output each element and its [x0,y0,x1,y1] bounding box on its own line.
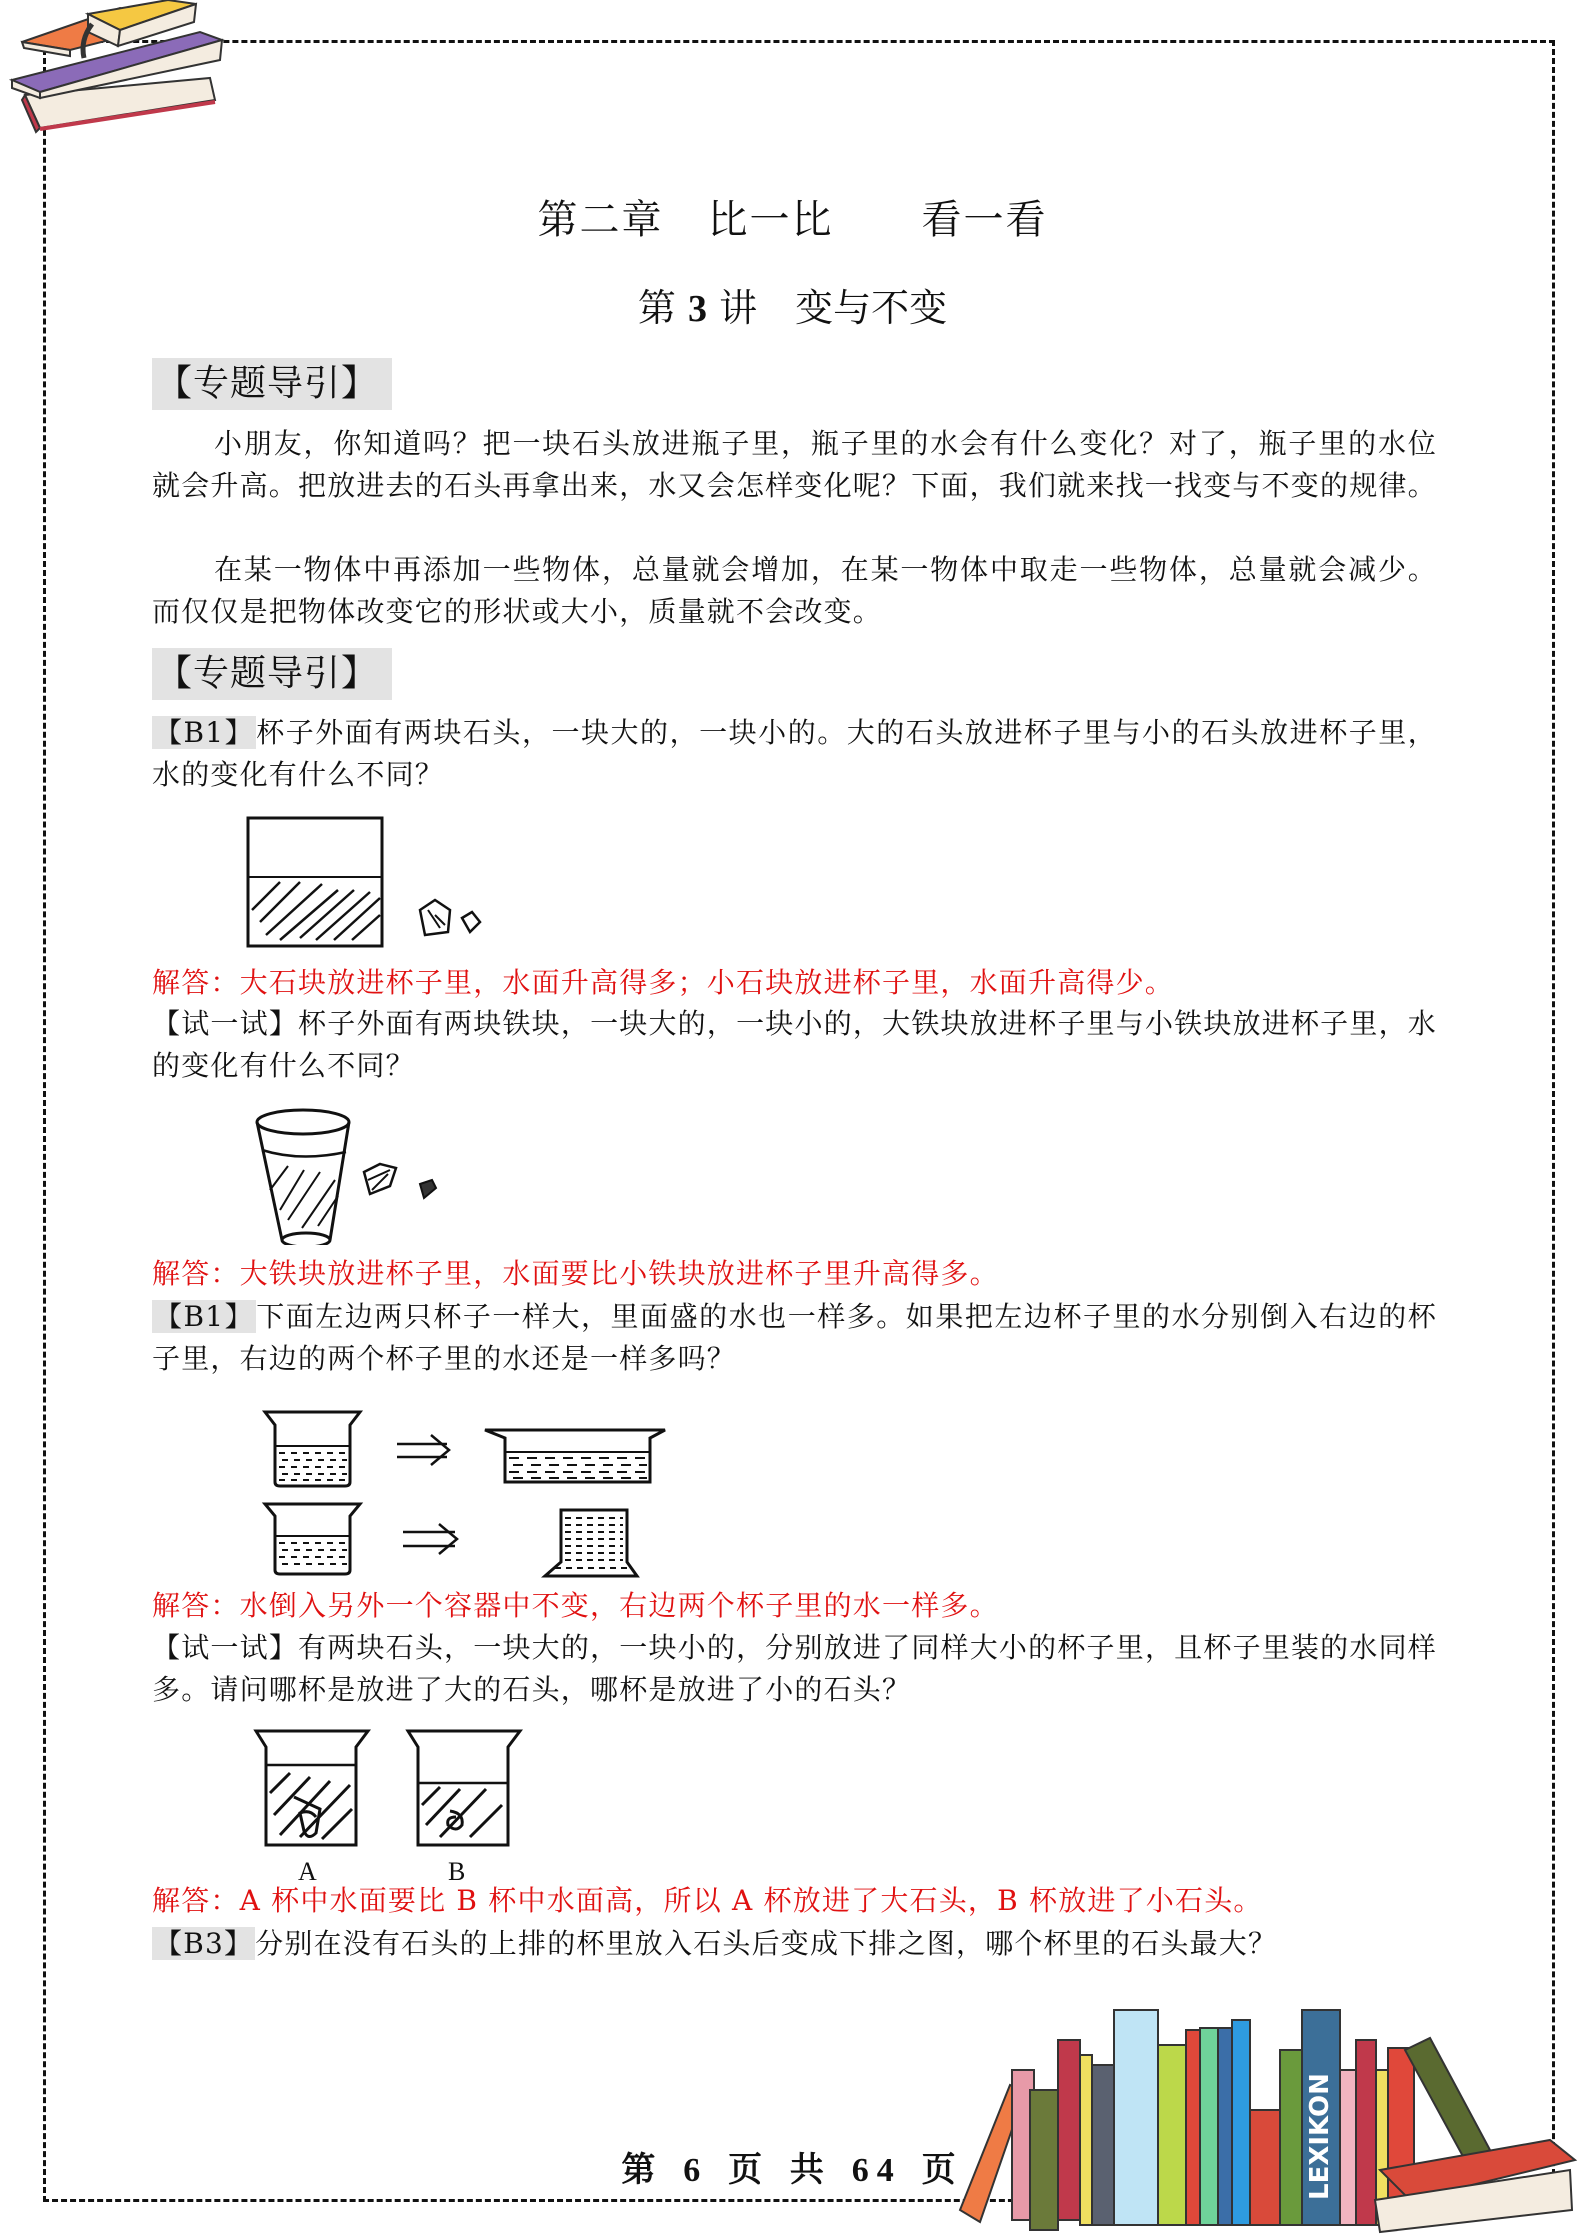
try-it-1-answer: 解答：大铁块放进杯子里，水面要比小铁块放进杯子里升高得多。 [152,1257,999,1290]
lecture-number: 3 [687,288,707,330]
problem-text: 有两块石头，一块大的，一块小的，分别放进了同样大小的杯子里，且杯子里装的水同样多。请问哪杯是放进了大的石头，哪杯是放进了小的石头？ [152,1631,1437,1706]
try-it-2-question [152,1627,1437,1711]
intro-paragraph-1: 小朋友，你知道吗？把一块石头放进瓶子里，瓶子里的水会有什么变化？对了，瓶子里的水位就会升高。把放进去的石头再拿出来，水又会怎样变化呢？下面，我们就来找一找变与不变的规律。 [152,427,1437,502]
problem-text: 杯子外面有两块石头，一块大的，一块小的。大的石头放进杯子里与小的石头放进杯子里，水的变化有什么不同？ [152,716,1437,791]
problem-b3-question [152,1923,1437,1965]
stacked-books-icon [0,0,240,140]
lecture-suffix: 讲 [719,286,758,330]
try-it-1-question [152,1003,1437,1087]
page-mid-text: 页 共 [728,2150,832,2190]
tapered-glass-with-iron-blocks-figure [240,1100,460,1245]
lecture-name: 变与不变 [795,286,948,330]
lecture-prefix: 第 [637,286,676,330]
problem-tag: 【试一试】 [152,1007,299,1040]
problem-b1-pour-question [152,1296,1437,1380]
arrow-right-icon [397,1435,449,1465]
problem-text: 下面左边两只杯子一样大，里面盛的水也一样多。如果把左边杯子里的水分别倒入右边的杯子里，右边的两个杯子里的水还是一样多吗？ [152,1300,1437,1375]
beakers-pour-figure [255,1400,675,1580]
page-prefix: 第 [621,2150,664,2190]
lecture-title [0,277,1580,332]
problem-tag: 【B3】 [154,1927,254,1960]
problem-b1-pour-answer: 解答：水倒入另外一个容器中不变，右边两个杯子里的水一样多。 [152,1589,999,1622]
bookshelf-icon [950,1960,1580,2237]
arrow-right-icon [403,1524,457,1554]
problem-tag: 【试一试】 [152,1631,299,1664]
beakers-a-b-figure [250,1725,530,1855]
page-number-footer [0,2142,1580,2191]
total-pages-number: 64 [851,2152,902,2189]
square-cup-with-stones-figure [240,810,500,950]
intro-paragraph-2: 在某一物体中再添加一些物体，总量就会增加，在某一物体中取走一些物体，总量就会减少。而仅仅是把物体改变它的形状或大小，质量就不会改变。 [152,553,1437,628]
page-suffix: 页 [921,2150,964,2190]
problem-tag: 【B1】 [154,716,255,749]
small-stone-icon [462,912,480,932]
chapter-number: 第二章 [537,197,664,243]
section-tag-guide: 【专题导引】 [152,358,392,410]
chapter-name-part1: 比一比 [707,197,834,243]
chapter-name-part2: 看一看 [921,197,1048,243]
problem-b1-question [152,712,1437,796]
problem-text: 杯子外面有两块铁块，一块大的，一块小的，大铁块放进杯子里与小铁块放进杯子里，水的变化有什么不同？ [152,1007,1437,1082]
beaker-a-label: A [298,1857,317,1886]
problem-b1-answer: 解答：大石块放进杯子里，水面升高得多；小石块放进杯子里，水面升高得少。 [152,966,1175,999]
chapter-title [0,188,1580,245]
small-iron-block-icon [420,1180,436,1198]
large-stone-icon [420,900,450,935]
section-tag-guide-2: 【专题导引】 [152,648,392,700]
beaker-b-label: B [448,1857,466,1886]
current-page-number: 6 [683,2152,709,2189]
problem-tag: 【B1】 [154,1300,255,1333]
try-it-2-answer: 解答：A 杯中水面要比 B 杯中水面高，所以 A 杯放进了大石头，B 杯放进了小石头。 [152,1884,1263,1917]
lexikon-spine-text: LEXIKON [1305,2073,1335,2200]
problem-text: 分别在没有石头的上排的杯里放入石头后变成下排之图，哪个杯里的石头最大？ [255,1927,1278,1960]
